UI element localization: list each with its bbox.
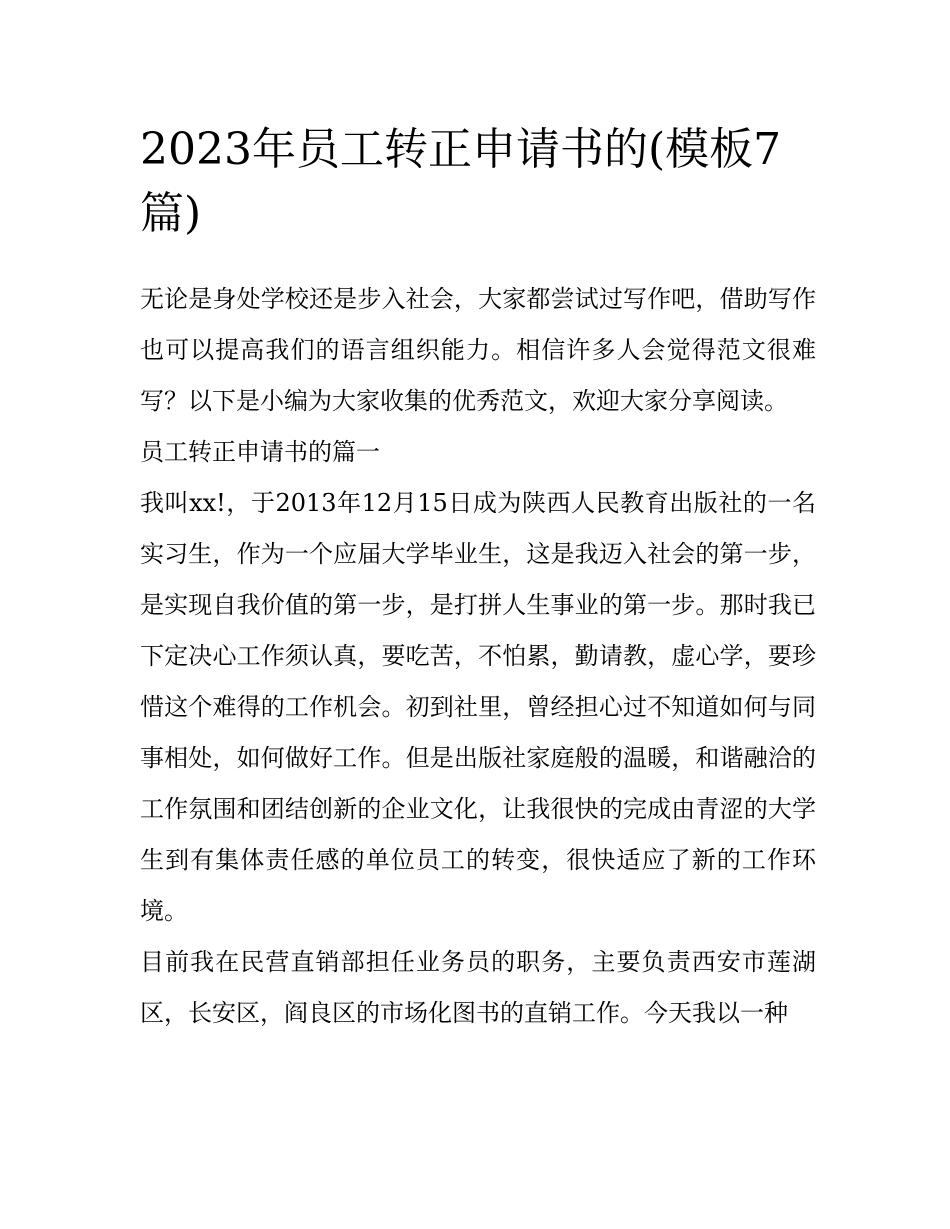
intro-paragraph: 无论是身处学校还是步入社会，大家都尝试过写作吧，借助写作也可以提高我们的语言组织能力。相信许多人会觉得范文很难写？以下是小编为大家收集的优秀范文，欢迎大家分享阅读。 xyxy=(140,285,816,415)
document-title: 2023年员工转正申请书的(模板7篇) xyxy=(140,124,782,239)
body-paragraph-2: 目前我在民营直销部担任业务员的职务，主要负责西安市莲湖区，长安区，阎良区的市场化图书的直销工作。今天我以一种 xyxy=(140,948,816,1027)
body-paragraph-1: 我叫xx!，于2013年12月15日成为陕西人民教育出版社的一名实习生，作为一个应届大学毕业生，这是我迈入社会的第一步，是实现自我价值的第一步，是打拼人生事业的第一步。那时我已下定决心工作须认真，要吃苦，不怕累，勤请教，虚心学，要珍惜这个难得的工作机会。初到社里，曾经担心过不知道如何与同事相处，如何做好工作。但是出版社家庭般的温暖，和谐融洽的工作氛围和团结创新的企业文化，让我很快的完成由青涩的大学生到有集体责任感的单位员工的转变，很快适应了新的工作环境。 xyxy=(140,489,816,925)
section-heading: 员工转正申请书的篇一 xyxy=(140,438,380,466)
document-body xyxy=(140,118,816,1039)
